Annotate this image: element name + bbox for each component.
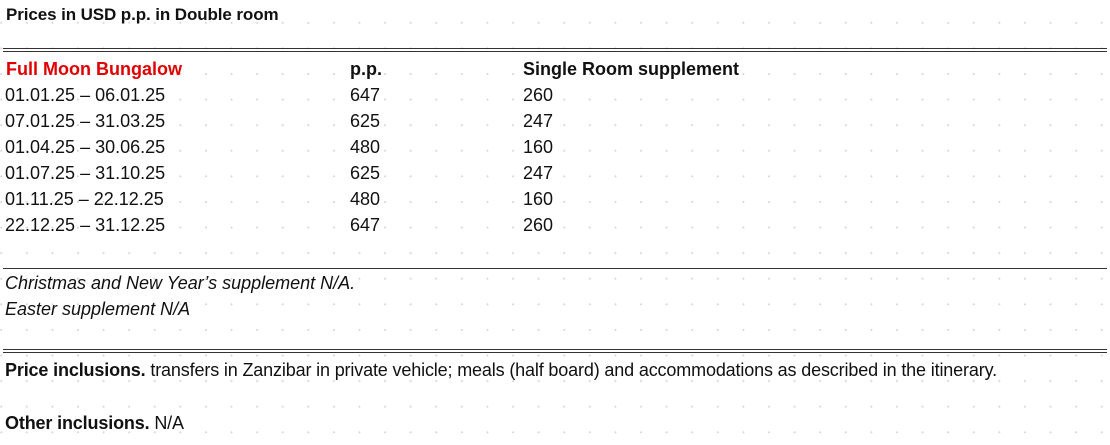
table-row <box>0 85 1110 111</box>
price-inclusions-label: Price inclusions. <box>5 360 146 380</box>
pp-price-cell: 625 <box>350 163 381 183</box>
price-inclusions-text: transfers in Zanzibar in private vehicle; meals (half board) and accommodations as described in the itinerary. <box>145 360 997 380</box>
single-supplement-cell: 260 <box>523 215 554 235</box>
per-person-header: p.p. <box>350 59 382 79</box>
page-title: Prices in USD p.p. in Double room <box>6 5 279 24</box>
room-type-header: Full Moon Bungalow <box>6 59 182 79</box>
section-divider-inclusions <box>3 349 1107 353</box>
other-inclusions <box>5 413 184 434</box>
single-supplement-cell: 247 <box>523 163 554 183</box>
period-cell: 01.01.25 – 06.01.25 <box>5 85 166 105</box>
period-cell: 07.01.25 – 31.03.25 <box>5 111 166 131</box>
pp-price-cell: 480 <box>350 189 381 209</box>
single-supplement-cell: 260 <box>523 85 554 105</box>
period-cell: 01.11.25 – 22.12.25 <box>5 189 164 209</box>
other-inclusions-text: N/A <box>149 413 184 433</box>
single-supplement-cell: 160 <box>523 189 554 209</box>
table-row <box>0 163 1110 189</box>
single-supplement-cell: 160 <box>523 137 554 157</box>
section-divider-notes <box>3 268 1107 269</box>
table-row <box>0 137 1110 163</box>
section-divider-top <box>3 48 1107 52</box>
pp-price-cell: 647 <box>350 85 381 105</box>
table-row <box>0 189 1110 215</box>
pp-price-cell: 480 <box>350 137 381 157</box>
pp-price-cell: 625 <box>350 111 381 131</box>
period-cell: 01.04.25 – 30.06.25 <box>5 137 166 157</box>
other-inclusions-label: Other inclusions. <box>5 413 150 433</box>
table-row <box>0 215 1110 241</box>
period-cell: 01.07.25 – 31.10.25 <box>5 163 166 183</box>
period-cell: 22.12.25 – 31.12.25 <box>5 215 166 235</box>
christmas-supplement-note: Christmas and New Year’s supplement N/A. <box>5 273 356 293</box>
table-row <box>0 111 1110 137</box>
pp-price-cell: 647 <box>350 215 381 235</box>
price-inclusions <box>5 360 997 381</box>
single-supplement-cell: 247 <box>523 111 554 131</box>
easter-supplement-note: Easter supplement N/A <box>5 299 191 319</box>
single-supplement-header: Single Room supplement <box>523 59 740 79</box>
